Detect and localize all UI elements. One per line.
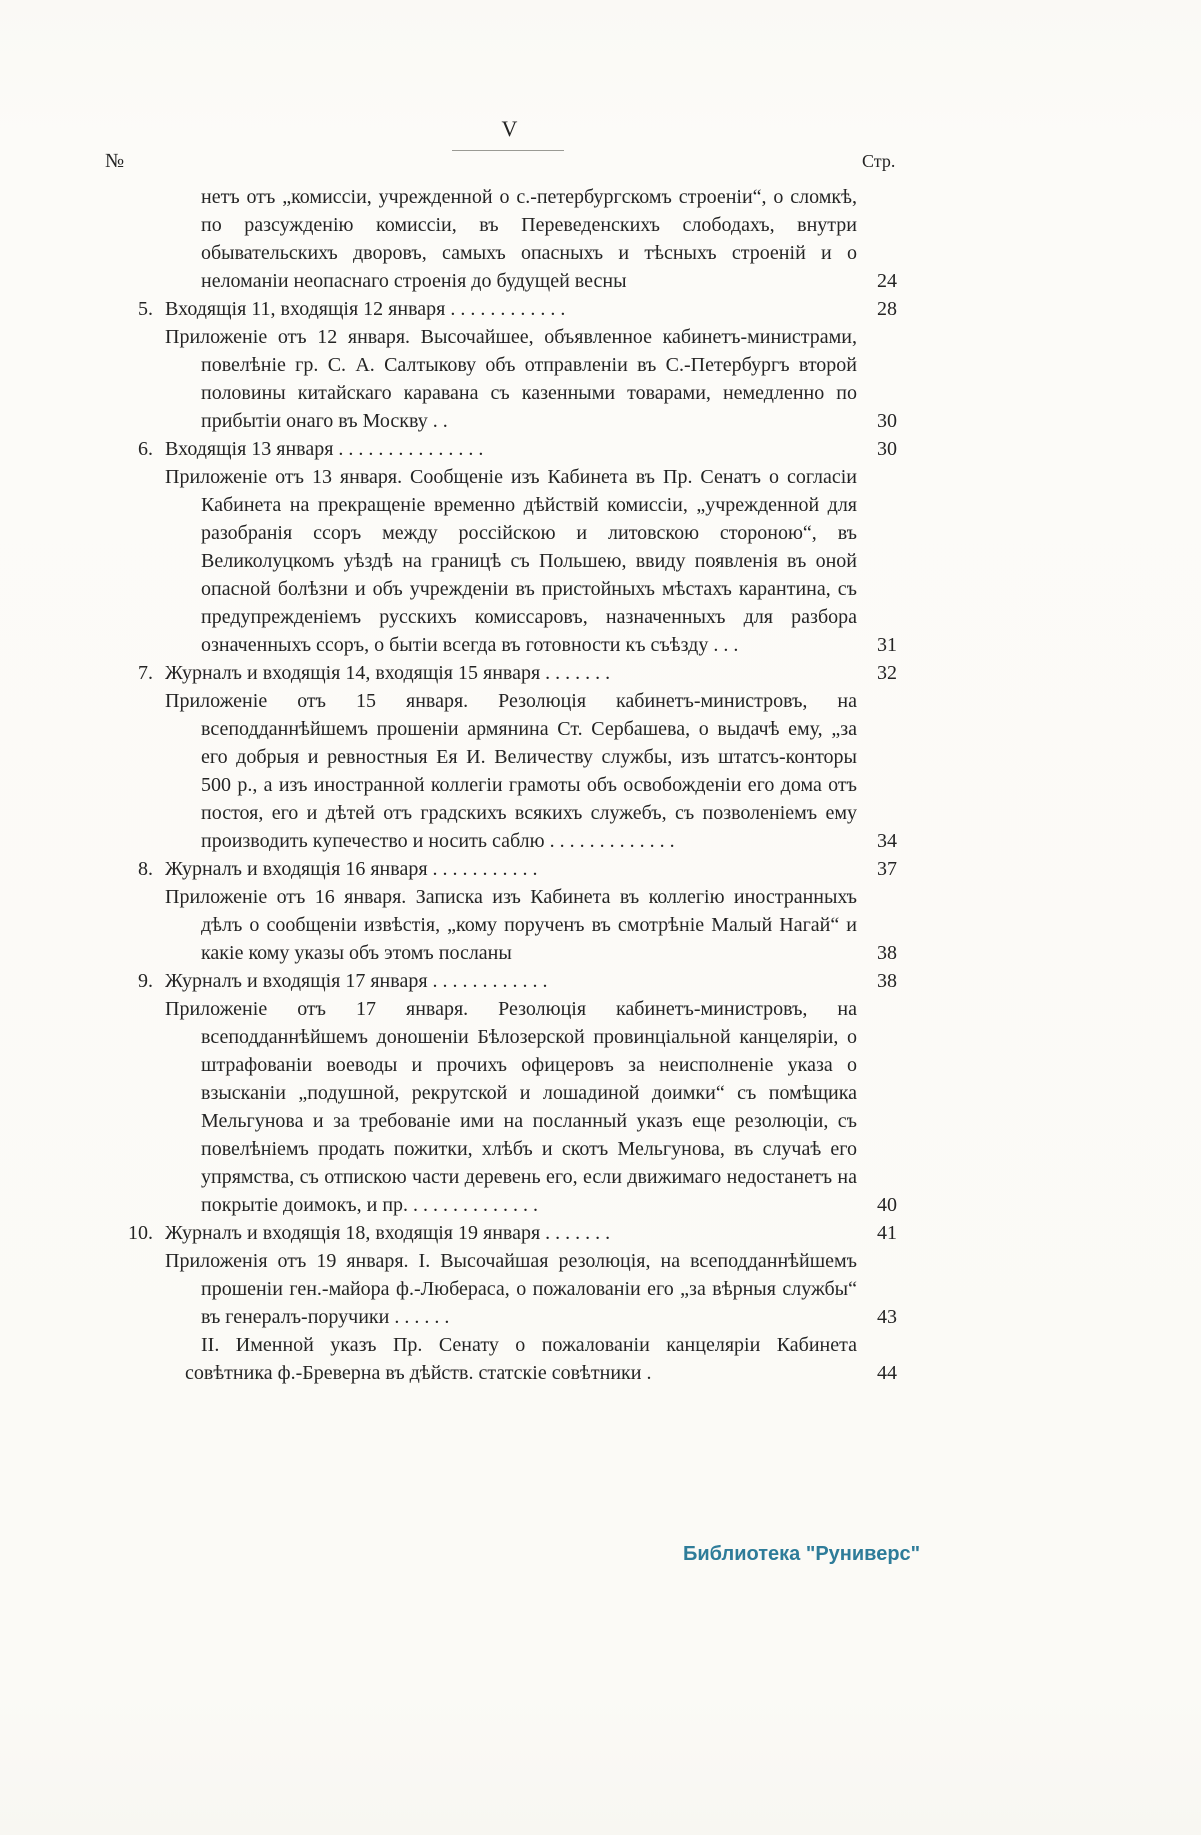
entry-page-number: 31: [877, 634, 897, 656]
entry-page-number: 34: [877, 830, 897, 852]
entry-text: нетъ отъ „комиссіи, учрежденной о с.-петербургскомъ строеніи“, о сломкѣ, по разсужденію комиссіи, въ Переведенскихъ слободахъ, внутри обывательскихъ дворовъ, самыхъ опасныхъ и тѣсныхъ строеній и о неломаніи неопаснаго строенія до будущей весны: [201, 186, 857, 292]
entry-text: Приложенія отъ 19 января. I. Высочайшая резолюція, на всеподданнѣйшемъ прошеніи ген.-майора ф.-Любераса, о пожалованіи его „за вѣрныя службы“ въ генералъ-поручики . . . . . .: [165, 1250, 857, 1328]
entry-page-number: 44: [877, 1362, 897, 1384]
toc-entry: [105, 883, 897, 967]
entry-page-number: 40: [877, 1194, 897, 1216]
entry-text: Приложеніе отъ 12 января. Высочайшее, объявленное кабинетъ-министрами, повелѣніе гр. С. А. Салтыкову объ отправленіи въ С.-Петербургъ второй половины китайскаго каравана съ казенными товарами, немедленно по прибытіи онаго въ Москву . .: [165, 326, 857, 432]
entry-page-number: 43: [877, 1306, 897, 1328]
entry-text: Приложеніе отъ 13 января. Сообщеніе изъ Кабинета въ Пр. Сенатъ о согласіи Кабинета на прекращеніе временно дѣйствій комиссіи, „учрежденной для разобранія ссоръ между россійскою и литовскою стороною“, въ Великолуцкомъ уѣздѣ на границѣ съ Польшею, ввиду появленія въ оной опасной болѣзни и объ учрежденіи въ пристойныхъ мѣстахъ карантина, съ предупрежденіемъ русскихъ комиссаровъ, назначенныхъ для разбора означенныхъ ссоръ, о бытіи всегда въ готовности къ съѣзду . . .: [165, 466, 857, 656]
toc-entry: [105, 687, 897, 855]
toc-entry: [105, 995, 897, 1219]
entry-number: 5.: [138, 298, 153, 320]
toc-entry: [105, 967, 897, 995]
page-column-label: Стр.: [862, 151, 896, 171]
entry-text: Входящія 13 января . . . . . . . . . . . . . . .: [165, 438, 484, 460]
entry-text: Приложеніе отъ 15 января. Резолюція кабинетъ-министровъ, на всеподданнѣйшемъ прошеніи армянина Ст. Сербашева, о выдачѣ ему, „за его добрыя и ревностныя Ея И. Величеству службы, изъ штатсъ-конторы 500 р., а изъ иностранной коллегіи грамоты объ освобожденіи его дома отъ постоя, его и дѣтей отъ градскихъ всякихъ служебъ, съ позволеніемъ ему производить купечество и носить саблю . . . . . . . . . . . . .: [165, 690, 857, 852]
page-roman-numeral: V: [501, 116, 519, 141]
entry-number: 7.: [138, 662, 153, 684]
entry-text: Журналъ и входящія 16 января . . . . . . . . . . .: [165, 858, 538, 880]
entry-page-number: 38: [877, 942, 897, 964]
entry-page-number: 41: [877, 1222, 897, 1244]
toc-entry: [105, 855, 897, 883]
entry-page-number: 24: [877, 270, 897, 292]
entry-page-number: 30: [877, 438, 897, 460]
entry-page-number: 28: [877, 298, 897, 320]
entry-number: 6.: [138, 438, 153, 460]
entry-page-number: 37: [877, 858, 897, 880]
entry-text: Приложеніе отъ 16 января. Записка изъ Кабинета въ коллегію иностранныхъ дѣлъ о сообщеніи извѣстія, „кому порученъ въ смотрѣніе Малый Нагай“ и какіе кому указы объ этомъ посланы: [165, 886, 857, 964]
toc-entry: [105, 1219, 897, 1247]
toc-entry: [105, 295, 897, 323]
entry-text: Журналъ и входящія 17 января . . . . . . . . . . . .: [165, 970, 548, 992]
toc-entry: [105, 435, 897, 463]
header-rule: [452, 150, 564, 151]
entry-number: 8.: [138, 858, 153, 880]
entry-page-number: 32: [877, 662, 897, 684]
entry-page-number: 38: [877, 970, 897, 992]
entry-number: 9.: [138, 970, 153, 992]
toc-entry: [105, 323, 897, 435]
toc-entry: [105, 183, 897, 295]
toc-entry: [105, 659, 897, 687]
entry-page-number: 30: [877, 410, 897, 432]
entry-text: Журналъ и входящія 18, входящія 19 января . . . . . . .: [165, 1222, 611, 1244]
toc-entry: [105, 463, 897, 659]
entry-text: II. Именной указъ Пр. Сенату о пожалованіи канцеляріи Кабинета совѣтника ф.-Бреверна въ дѣйств. статскіе совѣтники .: [185, 1334, 857, 1384]
number-column-label: №: [105, 150, 125, 172]
toc-entry: [105, 1247, 897, 1331]
toc-entry: [105, 1331, 897, 1387]
entry-text: Приложеніе отъ 17 января. Резолюція кабинетъ-министровъ, на всеподданнѣйшемъ доношеніи Бѣлозерской провинціальной канцеляріи, о штрафованіи воеводы и прочихъ офицеровъ за неисполненіе указа о взысканіи „подушной, рекрутской и лошадиной доимки“ съ помѣщика Мельгунова и за требованіе ими на посланный указъ еще резолюціи, съ повелѣніемъ продать пожитки, хлѣбъ и скотъ Мельгунова, въ случаѣ его упрямства, съ отпискою части деревень его, если движимаго недостанетъ на покрытіе доимокъ, и пр. . . . . . . . . . . . . .: [165, 998, 857, 1216]
entry-number: 10.: [128, 1222, 153, 1244]
entry-text: Входящія 11, входящія 12 января . . . . . . . . . . . .: [165, 298, 566, 320]
toc-entries: [105, 183, 897, 1387]
entry-text: Журналъ и входящія 14, входящія 15 января . . . . . . .: [165, 662, 611, 684]
watermark: Библиотека "Руниверс": [683, 1543, 921, 1565]
